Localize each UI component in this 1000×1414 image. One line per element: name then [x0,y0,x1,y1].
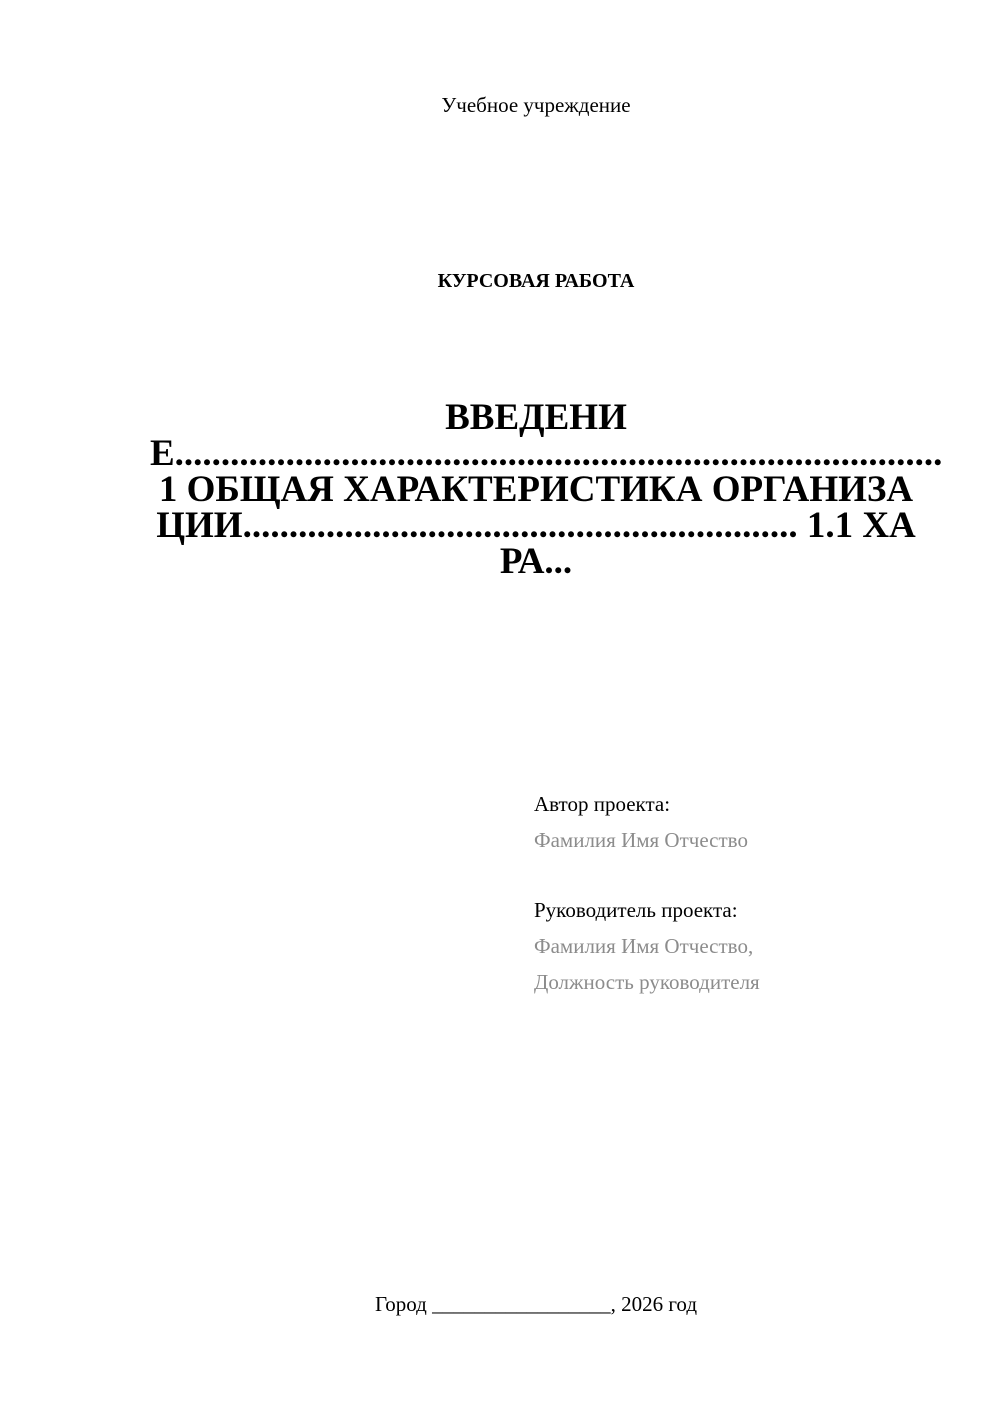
city-year-line: Город _________________, 2026 год [374,1292,698,1316]
document-type: КУРСОВАЯ РАБОТА [437,270,635,292]
supervisor-position: Должность руководителя [534,970,760,994]
authors-block [534,786,954,1000]
supervisor-name: Фамилия Имя Отчество, [534,934,754,958]
authors-spacer [534,858,954,892]
author-label: Автор проекта: [534,792,671,816]
institution-name: Учебное учреждение [441,93,631,117]
author-name: Фамилия Имя Отчество [534,828,748,852]
supervisor-label: Руководитель проекта: [534,898,738,922]
document-title: ВВЕДЕНИЕ................................................................................... 1 ОБЩАЯ ХАРАКТЕРИСТИКА ОРГАНИЗАЦИИ............................................................ 1.1 ХАРА... [150,397,943,582]
